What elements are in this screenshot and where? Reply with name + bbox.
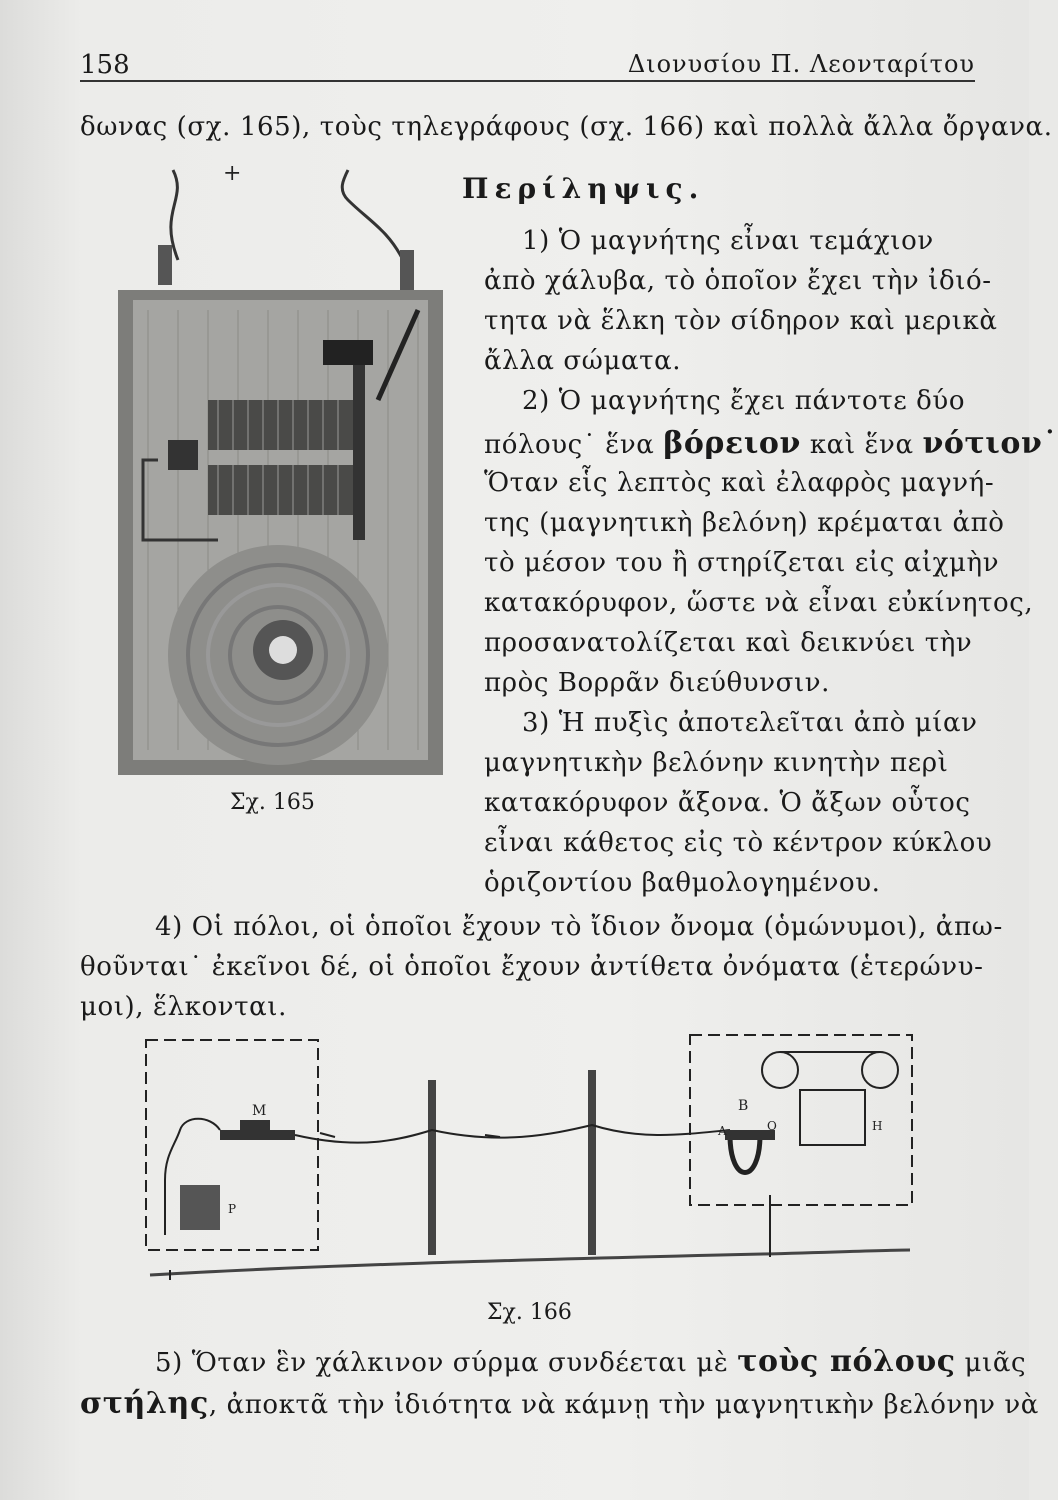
text-line: ὁριζοντίου βαθμολογημένου. <box>484 868 881 898</box>
plus-sign: + <box>223 161 242 186</box>
section-heading: Περίληψις. <box>462 172 705 205</box>
text-run: καὶ ἕνα <box>800 430 923 460</box>
label-p: P <box>228 1202 237 1216</box>
text-run: πόλους˙ ἕνα <box>484 430 664 460</box>
page-header <box>80 46 975 82</box>
text-line: 2) Ὁ μαγνήτης ἔχει πάντοτε δύο <box>522 386 966 416</box>
label-b: B <box>738 1098 749 1114</box>
text-line: κατακόρυφον, ὥστε νὰ εἶναι εὐκίνητος, <box>484 588 1034 618</box>
text-line: προσανατολίζεται καὶ δεικνύει τὴν <box>484 628 973 658</box>
text-line: τὸ μέσον του ἢ στηρίζεται εἰς αἰχμὴν <box>484 548 1000 578</box>
text-line: μαγνητικὴν βελόνην κινητὴν περὶ <box>484 748 949 778</box>
text-run: 5) Ὅταν ἓν χάλκινον σύρμα συνδέεται μὲ <box>155 1348 738 1378</box>
bold-term: στήλης <box>80 1386 209 1421</box>
text-run: , ἀποκτᾶ τὴν ἰδιότητα νὰ κάμνῃ τὴν μαγνητικὴν βελόνην νὰ <box>208 1390 1039 1420</box>
label-m: M <box>252 1103 267 1119</box>
label-o: O <box>767 1119 777 1133</box>
bold-term: τοὺς πόλους <box>737 1344 956 1379</box>
text-line: δωνας (σχ. 165), τοὺς τηλεγράφους (σχ. 166) καὶ πολλὰ ἄλλα ὄργανα. <box>80 112 1053 142</box>
text-line <box>484 426 1058 461</box>
label-h: H <box>872 1119 883 1133</box>
text-line: θοῦνται˙ ἐκεῖνοι δέ, οἱ ὁποῖοι ἔχουν ἀντίθετα ὀνόματα (ἑτερώνυ- <box>80 952 984 982</box>
text-line: κατακόρυφον ἄξονα. Ὁ ἄξων οὗτος <box>484 788 971 818</box>
figure-165-electric-bell <box>118 150 453 780</box>
text-line: 1) Ὁ μαγνήτης εἶναι τεμάχιον <box>522 226 934 256</box>
text-line: μοι), ἕλκονται. <box>80 992 287 1022</box>
text-line: 4) Οἱ πόλοι, οἱ ὁποῖοι ἔχουν τὸ ἴδιον ὄνομα (ὁμώνυμοι), ἀπω- <box>155 912 1003 942</box>
text-line: της (μαγνητικὴ βελόνη) κρέμαται ἀπὸ <box>484 508 1005 538</box>
text-line: 3) Ἡ πυξὶς ἀποτελεῖται ἀπὸ μίαν <box>522 708 978 738</box>
running-head: Διονυσίου Π. Λεονταρίτου <box>627 50 975 78</box>
text-line: ἀπὸ χάλυβα, τὸ ὁποῖον ἔχει τὴν ἰδιό- <box>484 266 992 296</box>
figure-166-telegraph <box>120 1035 950 1300</box>
figure-166-caption: Σχ. 166 <box>487 1300 572 1325</box>
text-line: Ὅταν εἷς λεπτὸς καὶ ἐλαφρὸς μαγνή- <box>484 468 995 498</box>
bold-term: βόρειον <box>663 426 801 461</box>
text-line <box>80 1386 1039 1421</box>
text-line: εἶναι κάθετος εἰς τὸ κέντρον κύκλου <box>484 828 993 858</box>
text-line <box>155 1344 1026 1379</box>
bold-term: νότιον˙ <box>922 426 1058 461</box>
page-number: 158 <box>80 50 130 80</box>
text-line: ἄλλα σώματα. <box>484 346 682 376</box>
label-a: A <box>718 1124 727 1138</box>
text-line: πρὸς Βορρᾶν διεύθυνσιν. <box>484 668 831 698</box>
text-line: τητα νὰ ἕλκη τὸν σίδηρον καὶ μερικὰ <box>484 306 998 336</box>
figure-165-caption: Σχ. 165 <box>230 790 315 815</box>
text-run: μιᾶς <box>955 1348 1027 1378</box>
